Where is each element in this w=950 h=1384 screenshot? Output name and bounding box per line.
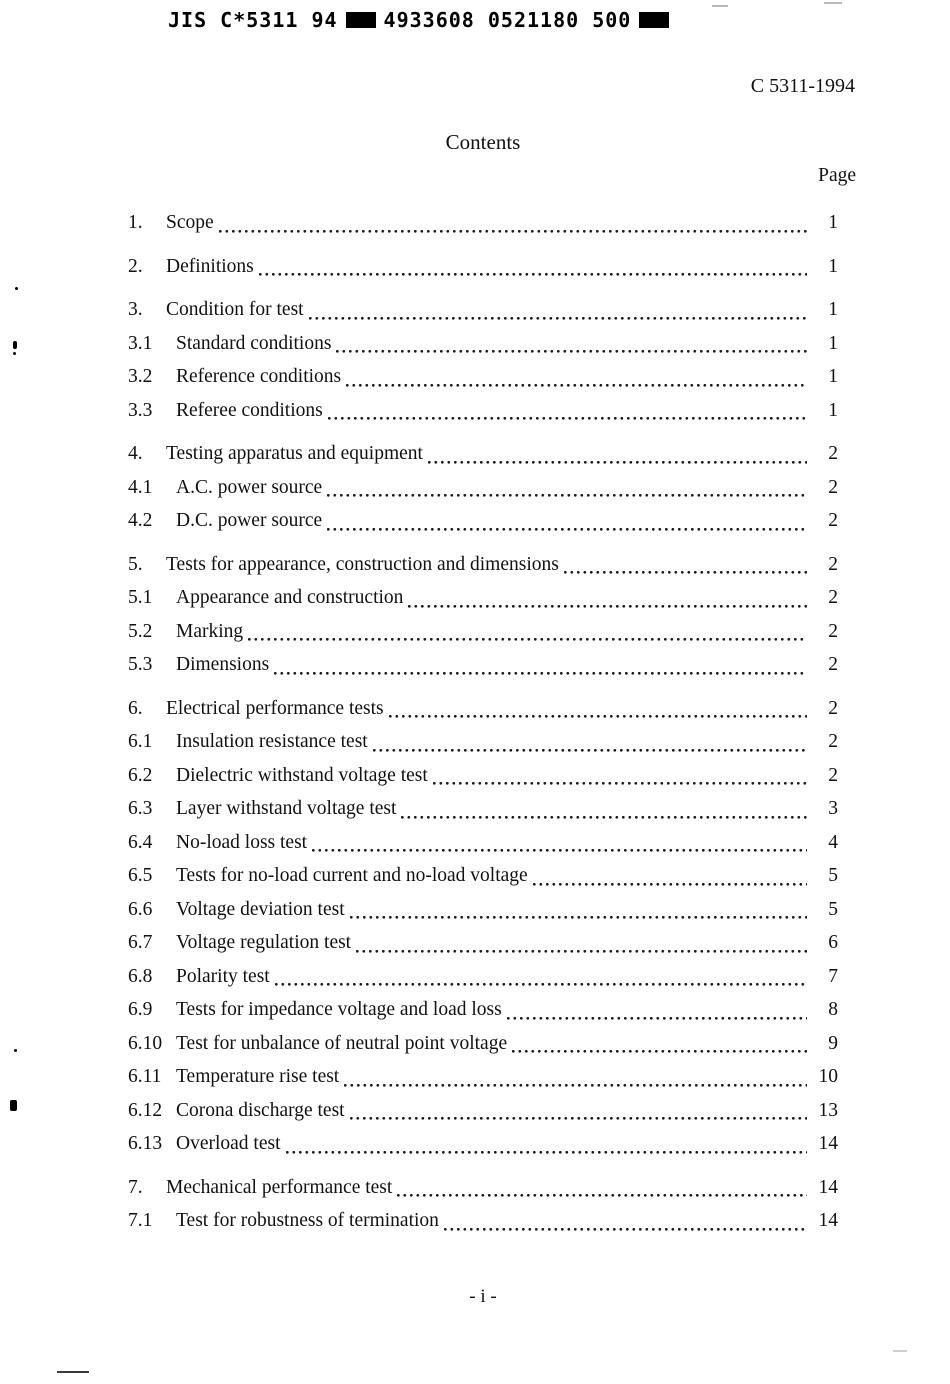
toc-entry-page: 3 — [828, 798, 838, 819]
toc-entry-number: 6. — [128, 697, 143, 719]
toc-entry — [128, 327, 838, 361]
toc-entry-page: 2 — [828, 510, 838, 531]
toc-entry — [128, 1204, 838, 1238]
scan-artifact — [893, 1350, 907, 1352]
scan-header-line — [168, 8, 669, 32]
toc-entry — [128, 293, 838, 327]
toc-entry-page: 2 — [828, 731, 838, 752]
toc-entry-number: 4.2 — [128, 510, 153, 531]
toc-entry-title: Layer withstand voltage test — [176, 798, 397, 819]
toc-entry — [128, 615, 838, 649]
toc-entry-number: 6.3 — [128, 798, 153, 819]
toc-entry-page: 7 — [828, 965, 838, 987]
toc-entry-page: 2 — [828, 476, 838, 498]
toc-entry-page: 8 — [828, 999, 838, 1020]
toc-entry-page: 9 — [828, 1032, 838, 1054]
dot-leader — [512, 1050, 807, 1053]
toc-entry-number: 5.2 — [128, 620, 153, 642]
toc-entry-page: 14 — [818, 1176, 838, 1198]
toc-entry-page: 2 — [828, 443, 838, 464]
toc-entry-number: 2. — [128, 255, 143, 277]
dot-leader — [350, 916, 807, 919]
toc-entry-title: Condition for test — [166, 299, 304, 320]
table-of-contents — [128, 206, 838, 1238]
toc-entry-page: 6 — [828, 932, 838, 953]
dot-leader — [433, 782, 807, 785]
contents-title: Contents — [445, 130, 521, 154]
toc-entry — [128, 1094, 838, 1128]
dot-leader — [346, 384, 807, 387]
dot-leader — [533, 883, 807, 886]
toc-entry-number: 6.11 — [128, 1066, 162, 1087]
toc-entry-title: Overload test — [176, 1133, 281, 1154]
toc-entry-title: Voltage deviation test — [176, 898, 345, 920]
toc-entry-page: 1 — [828, 212, 838, 233]
dot-leader — [564, 571, 807, 574]
toc-entry-page: 2 — [828, 587, 838, 608]
toc-entry-title: Referee conditions — [176, 399, 323, 421]
toc-entry-page: 10 — [818, 1066, 838, 1087]
toc-entry-number: 5.3 — [128, 654, 153, 675]
toc-entry-title: Polarity test — [176, 965, 270, 987]
toc-entry-number: 6.2 — [128, 764, 153, 786]
toc-entry-number: 5.1 — [128, 587, 153, 608]
toc-entry-title: No-load loss test — [176, 831, 308, 853]
toc-entry-title: D.C. power source — [176, 510, 323, 531]
toc-entry-number: 7. — [128, 1176, 143, 1198]
scan-artifact — [14, 1049, 17, 1052]
dot-leader — [389, 715, 807, 718]
scan-artifact — [712, 5, 728, 7]
toc-entry-number: 6.8 — [128, 965, 153, 987]
dot-leader — [312, 849, 807, 852]
toc-entry — [128, 1027, 838, 1061]
toc-entry-number: 4. — [128, 443, 143, 464]
toc-entry-title: Tests for no-load current and no-load voltage — [176, 865, 528, 886]
footer-page-marker: - i - — [469, 1286, 497, 1307]
toc-entry-title: Marking — [176, 620, 244, 642]
toc-entry-number: 3.2 — [128, 366, 153, 387]
dot-leader — [219, 230, 807, 233]
scan-artifact — [13, 352, 16, 355]
toc-entry — [128, 548, 838, 582]
toc-entry — [128, 1060, 838, 1094]
dot-leader — [286, 1151, 807, 1154]
dot-leader — [248, 638, 807, 641]
toc-entry-number: 6.13 — [128, 1133, 163, 1154]
toc-entry-number: 3. — [128, 299, 143, 320]
toc-entry — [128, 394, 838, 428]
toc-entry-number: 4.1 — [128, 476, 153, 498]
toc-entry-title: Corona discharge test — [176, 1099, 345, 1121]
scan-black-bar-icon — [346, 12, 376, 28]
scan-artifact — [824, 2, 842, 4]
dot-leader — [397, 1194, 807, 1197]
toc-entry-number: 6.7 — [128, 932, 153, 953]
toc-entry-number: 6.4 — [128, 831, 153, 853]
toc-entry-number: 6.12 — [128, 1099, 163, 1121]
toc-entry-title: Insulation resistance test — [176, 731, 368, 752]
dot-leader — [328, 417, 807, 420]
dot-leader — [428, 461, 807, 464]
toc-entry — [128, 1171, 838, 1205]
dot-leader — [259, 273, 807, 276]
dot-leader — [444, 1228, 807, 1231]
toc-entry — [128, 692, 838, 726]
toc-entry-title: Tests for appearance, construction and dimensions — [166, 553, 559, 575]
toc-entry-page: 1 — [828, 255, 838, 277]
toc-entry-page: 13 — [818, 1099, 838, 1121]
toc-entry — [128, 792, 838, 826]
toc-entry-title: Test for unbalance of neutral point voltage — [176, 1032, 508, 1054]
toc-entry-page: 1 — [828, 332, 838, 354]
toc-entry — [128, 360, 838, 394]
dot-leader — [356, 950, 807, 953]
toc-entry-title: Reference conditions — [176, 366, 342, 387]
toc-entry-page: 2 — [828, 697, 838, 719]
toc-entry — [128, 725, 838, 759]
toc-entry-number: 3.1 — [128, 332, 153, 354]
toc-entry-number: 6.1 — [128, 731, 153, 752]
toc-entry-title: Test for robustness of termination — [176, 1210, 439, 1231]
dot-leader — [344, 1084, 807, 1087]
toc-entry — [128, 893, 838, 927]
scan-header-text-right: 4933608 0521180 500 — [383, 8, 632, 32]
toc-entry-page: 5 — [828, 898, 838, 920]
toc-entry — [128, 993, 838, 1027]
scan-artifact — [15, 287, 18, 290]
scan-artifact — [13, 341, 17, 349]
toc-entry-number: 6.6 — [128, 898, 153, 920]
scan-black-bar-icon — [639, 12, 669, 28]
dot-leader — [401, 816, 807, 819]
toc-entry-page: 2 — [828, 553, 838, 575]
toc-entry-number: 6.9 — [128, 999, 153, 1020]
toc-entry-number: 1. — [128, 212, 143, 233]
toc-entry — [128, 504, 838, 538]
toc-entry-page: 2 — [828, 620, 838, 642]
dot-leader — [336, 350, 807, 353]
dot-leader — [373, 749, 807, 752]
toc-entry-page: 1 — [828, 399, 838, 421]
dot-leader — [507, 1017, 807, 1020]
toc-entry — [128, 206, 838, 240]
toc-entry-number: 7.1 — [128, 1210, 153, 1231]
toc-entry — [128, 926, 838, 960]
toc-entry — [128, 648, 838, 682]
toc-entry-page: 1 — [828, 299, 838, 320]
toc-entry-title: Definitions — [166, 255, 254, 277]
toc-entry-page: 2 — [828, 654, 838, 675]
dot-leader — [327, 494, 807, 497]
toc-entry — [128, 250, 838, 284]
toc-entry-page: 14 — [818, 1133, 838, 1154]
toc-entry-title: Voltage regulation test — [176, 932, 352, 953]
dot-leader — [275, 983, 807, 986]
page-column-label: Page — [818, 165, 856, 186]
toc-entry-number: 6.5 — [128, 865, 153, 886]
toc-entry — [128, 759, 838, 793]
toc-entry — [128, 826, 838, 860]
dot-leader — [408, 605, 807, 608]
toc-entry-title: A.C. power source — [176, 476, 323, 498]
toc-entry-number: 3.3 — [128, 399, 153, 421]
dot-leader — [309, 317, 807, 320]
toc-entry-title: Testing apparatus and equipment — [166, 443, 423, 464]
toc-entry-page: 2 — [828, 764, 838, 786]
toc-entry-page: 4 — [828, 831, 838, 853]
toc-entry-number: 6.10 — [128, 1032, 163, 1054]
toc-entry-title: Scope — [166, 212, 214, 233]
scan-artifact — [57, 1371, 89, 1373]
toc-entry-title: Temperature rise test — [176, 1066, 340, 1087]
toc-entry — [128, 859, 838, 893]
toc-entry-page: 5 — [828, 865, 838, 886]
toc-entry-page: 14 — [818, 1210, 838, 1231]
scan-artifact — [10, 1100, 17, 1111]
toc-entry-page: 1 — [828, 366, 838, 387]
toc-entry — [128, 437, 838, 471]
toc-entry — [128, 581, 838, 615]
toc-entry — [128, 960, 838, 994]
toc-entry-title: Appearance and construction — [176, 587, 404, 608]
toc-entry — [128, 471, 838, 505]
toc-entry-title: Dimensions — [176, 654, 270, 675]
toc-entry-title: Dielectric withstand voltage test — [176, 764, 428, 786]
toc-entry-title: Mechanical performance test — [166, 1176, 393, 1198]
document-number: C 5311-1994 — [750, 75, 855, 97]
scan-header-text-left: JIS C*5311 94 — [168, 8, 338, 32]
dot-leader — [274, 672, 807, 675]
toc-entry-number: 5. — [128, 553, 143, 575]
toc-entry — [128, 1127, 838, 1161]
dot-leader — [327, 528, 807, 531]
toc-entry-title: Standard conditions — [176, 332, 332, 354]
dot-leader — [350, 1117, 807, 1120]
toc-entry-title: Tests for impedance voltage and load loss — [176, 999, 502, 1020]
toc-entry-title: Electrical performance tests — [166, 697, 384, 719]
